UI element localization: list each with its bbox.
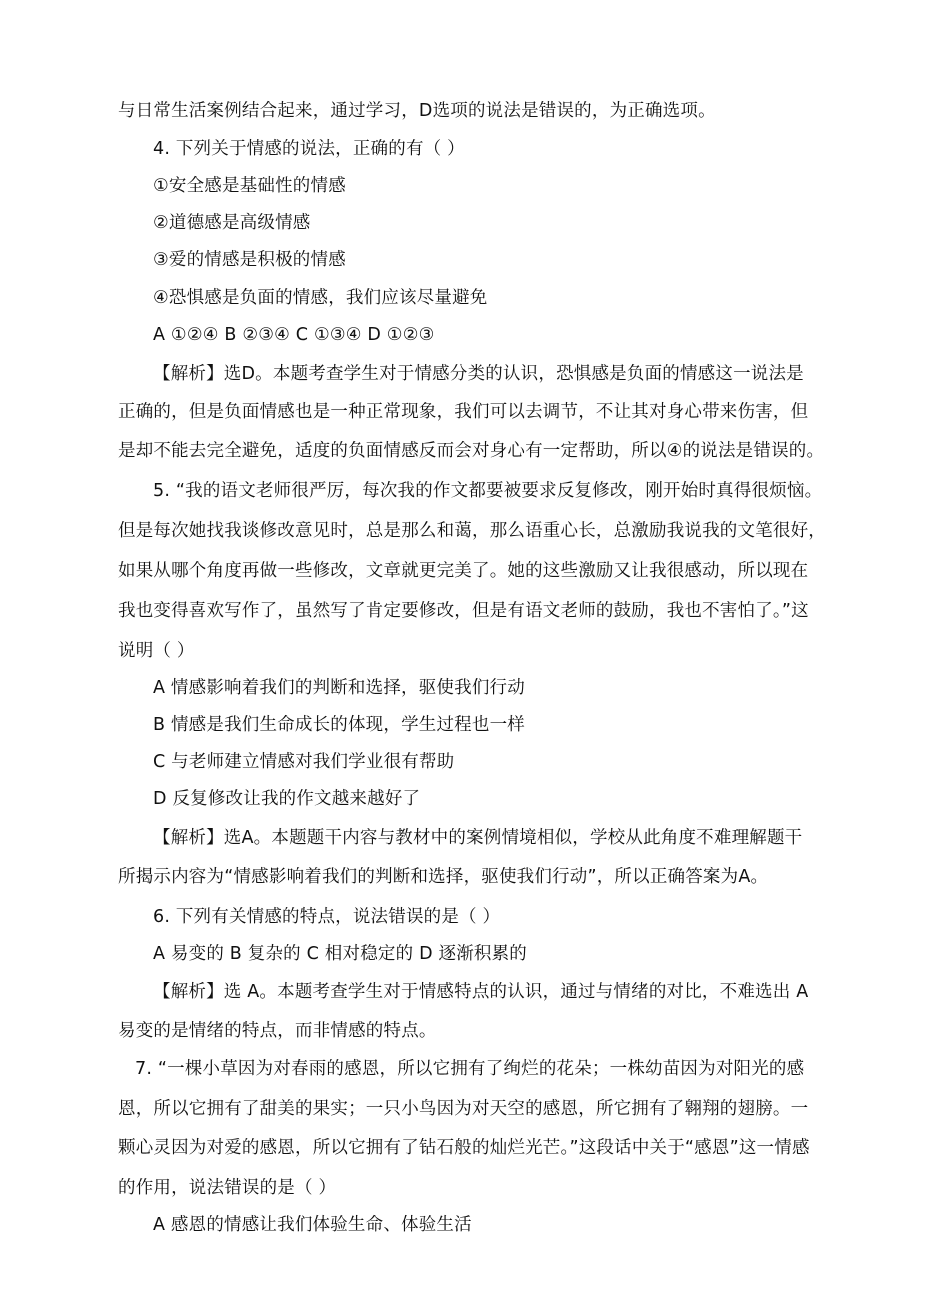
question-5-stem-line-1: 5. “我的语文老师很严厉，每次我的作文都要被要求反复修改，刚开始时真得很烦恼。 (153, 481, 823, 501)
question-5-stem-line-5: 说明（ ） (118, 641, 195, 661)
question-7-option-a: A 感恩的情感让我们体验生命、体验生活 (153, 1215, 472, 1235)
question-5-stem-line-3: 如果从哪个角度再做一些修改，文章就更完美了。她的这些激励又让我很感动，所以现在 (118, 561, 809, 581)
question-7-stem-line-3: 颗心灵因为对爱的感恩，所以它拥有了钻石般的灿烂光芒。”这段话中关于“感恩”这一情感 (118, 1138, 810, 1158)
question-5-analysis-line-2: 所揭示内容为“情感影响着我们的判断和选择，驱使我们行动”，所以正确答案为A。 (118, 867, 769, 887)
question-4-item-4: ④恐惧感是负面的情感，我们应该尽量避免 (153, 288, 488, 308)
question-5-option-d: D 反复修改让我的作文越来越好了 (153, 789, 421, 809)
question-4-item-2: ②道德感是高级情感 (153, 213, 311, 233)
question-4-options: A ①②④ B ②③④ C ①③④ D ①②③ (153, 325, 435, 345)
question-6-options: A 易变的 B 复杂的 C 相对稳定的 D 逐渐积累的 (153, 944, 528, 964)
question-5-analysis-line-1: 【解析】选A。本题题干内容与教材中的案例情境相似，学校从此角度不难理解题干 (153, 828, 803, 848)
question-5-option-b: B 情感是我们生命成长的体现，学生过程也一样 (153, 715, 525, 735)
question-4-analysis-line-3: 是却不能去完全避免，适度的负面情感反而会对身心有一定帮助，所以④的说法是错误的。 (118, 441, 825, 461)
question-5-stem-line-2: 但是每次她找我谈修改意见时，总是那么和蔼，那么语重心长，总激励我说我的文笔很好， (118, 521, 826, 541)
question-4-item-3: ③爱的情感是积极的情感 (153, 250, 346, 270)
question-4-analysis-line-2: 正确的，但是负面情感也是一种正常现象，我们可以去调节，不让其对身心带来伤害，但 (118, 402, 809, 422)
question-5-option-a: A 情感影响着我们的判断和选择，驱使我们行动 (153, 678, 525, 698)
question-7-stem-line-4: 的作用，说法错误的是（ ） (118, 1178, 337, 1198)
question-4-analysis-line-1: 【解析】选D。本题考查学生对于情感分类的认识，恐惧感是负面的情感这一说法是 (153, 364, 804, 384)
question-7-stem-line-1: 7. “一棵小草因为对春雨的感恩，所以它拥有了绚烂的花朵；一株幼苗因为对阳光的感 (135, 1059, 805, 1079)
question-4-stem: 4. 下列关于情感的说法，正确的有（ ） (153, 139, 465, 159)
question-5-option-c: C 与老师建立情感对我们学业很有帮助 (153, 752, 455, 772)
question-6-stem: 6. 下列有关情感的特点，说法错误的是（ ） (153, 907, 501, 927)
question-4-item-1: ①安全感是基础性的情感 (153, 176, 346, 196)
prev-answer-tail: 与日常生活案例结合起来，通过学习，D选项的说法是错误的，为正确选项。 (118, 101, 716, 121)
question-5-stem-line-4: 我也变得喜欢写作了，虽然写了肯定要修改，但是有语文老师的鼓励，我也不害怕了。”这 (118, 601, 809, 621)
question-6-analysis-line-2: 易变的是情绪的特点，而非情感的特点。 (118, 1021, 437, 1041)
question-6-analysis-line-1: 【解析】选 A。本题考查学生对于情感特点的认识，通过与情绪的对比，不难选出 A (153, 982, 809, 1002)
question-7-stem-line-2: 恩，所以它拥有了甜美的果实；一只小鸟因为对天空的感恩，所它拥有了翱翔的翅膀。一 (118, 1099, 809, 1119)
